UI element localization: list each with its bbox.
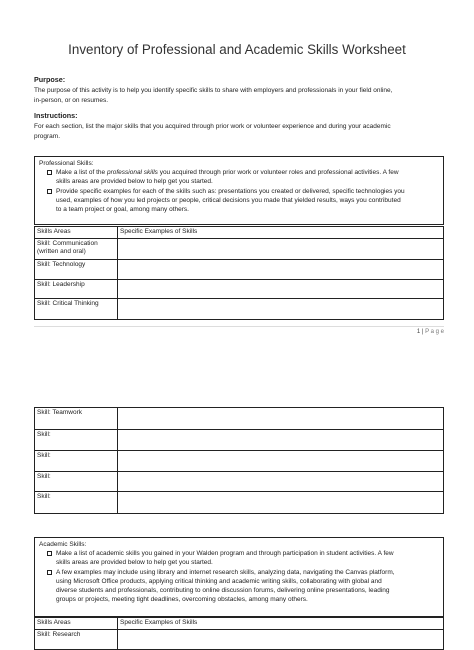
- column-header: Specific Examples of Skills: [118, 227, 444, 239]
- table-row: [35, 298, 444, 319]
- table-row: [35, 492, 444, 514]
- column-header: Skills Areas: [35, 618, 118, 630]
- skill-example-cell[interactable]: [118, 279, 444, 298]
- skill-example-cell[interactable]: [118, 238, 444, 259]
- academic-bullet-1: [47, 549, 439, 567]
- skill-example-cell[interactable]: [118, 451, 444, 472]
- continued-skills-table: [34, 407, 444, 514]
- table-row: [35, 472, 444, 492]
- skill-area-cell: Skill: Leadership: [35, 279, 118, 298]
- table-row: [35, 259, 444, 279]
- bullet-text: Make a list of the: [56, 169, 107, 177]
- bullet-line: skills areas are provided below to help get you started.: [56, 178, 213, 186]
- purpose-text-line: The purpose of this activity is to help you identify specific skills to share with employers and professionals in your field online,: [34, 87, 393, 94]
- table-header-row: [35, 618, 444, 630]
- table-row: [35, 629, 444, 649]
- table-row: [35, 238, 444, 259]
- page-number: [417, 329, 444, 335]
- academic-skills-box: [34, 537, 444, 617]
- checkbox-bullet-icon: [47, 170, 52, 175]
- skill-area-cell: Skill: Research: [35, 629, 118, 649]
- bullet-line: diverse students and professionals, contributing to online discussion forums, delivering online presentations, leading: [56, 587, 390, 595]
- column-header: Specific Examples of Skills: [118, 618, 444, 630]
- skill-example-cell[interactable]: [118, 259, 444, 279]
- bullet-line: Provide specific examples for each of the skills such as: presentations you created or delivered, specific technologies you: [56, 187, 405, 195]
- column-header: Skills Areas: [35, 227, 118, 239]
- table-row: [35, 451, 444, 472]
- instructions-heading: Instructions:: [34, 111, 78, 120]
- checkbox-bullet-icon: [47, 189, 52, 194]
- skill-area-cell: Skill:: [35, 430, 118, 451]
- instructions-text: [34, 122, 444, 142]
- bullet-line: A few examples may include using library and internet research skills, analyzing data, navigating the Canvas platform,: [56, 568, 395, 576]
- skill-area-cell: Skill: Technology: [35, 259, 118, 279]
- skill-example-cell[interactable]: [118, 472, 444, 492]
- bullet-emphasis: professional skills: [106, 169, 158, 177]
- page-label: P a g e: [425, 329, 444, 335]
- page-number-value: 1: [416, 329, 421, 335]
- bullet-line: to a team project or goal, among many others.: [56, 206, 189, 214]
- skill-area-cell: Skill:: [35, 472, 118, 492]
- bullet-text: you acquired through prior work or volunteer roles and professional activities. A few: [157, 169, 399, 177]
- academic-skills-heading: Academic Skills:: [39, 541, 87, 548]
- skill-example-cell[interactable]: [118, 629, 444, 649]
- skill-example-cell[interactable]: [118, 430, 444, 451]
- instructions-text-line: For each section, list the major skills that you acquired through prior work or volunteer experience and during your academic: [34, 123, 391, 130]
- page-title: Inventory of Professional and Academic Skills Worksheet: [68, 42, 406, 57]
- bullet-line: [56, 168, 399, 177]
- academic-table-clip: [34, 617, 444, 638]
- professional-bullet-1: [47, 168, 439, 186]
- professional-skills-heading: Professional Skills:: [39, 160, 94, 167]
- bullet-line: used, examples of how you led projects or people, critical decisions you made that yielded results, ways you contributed: [56, 196, 401, 204]
- table-row: [35, 279, 444, 298]
- purpose-heading: Purpose:: [34, 75, 66, 84]
- bullet-line: Make a list of academic skills you gained in your Walden program and through participation in student activities. A few: [56, 550, 394, 558]
- professional-bullet-2: [47, 187, 439, 215]
- instructions-text-line: program.: [34, 132, 61, 140]
- skill-example-cell[interactable]: [118, 408, 444, 430]
- purpose-text-line: in-person, or on resumes.: [34, 96, 109, 104]
- footer-divider: [34, 326, 444, 327]
- table-row: [35, 430, 444, 451]
- checkbox-bullet-icon: [47, 570, 52, 575]
- professional-skills-box: [34, 156, 444, 225]
- bullet-line: skills areas are provided below to help get you started.: [56, 559, 213, 567]
- table-row: [35, 408, 444, 430]
- academic-skills-table: [34, 617, 444, 650]
- table-header-row: [35, 227, 444, 239]
- skill-example-cell[interactable]: [118, 492, 444, 514]
- skill-area-cell: Skill: Critical Thinking: [35, 298, 118, 319]
- checkbox-bullet-icon: [47, 551, 52, 556]
- purpose-text: [34, 86, 444, 106]
- skill-area-cell: Skill: Communication (written and oral): [35, 238, 118, 259]
- skill-example-cell[interactable]: [118, 298, 444, 319]
- skill-area-cell: Skill:: [35, 451, 118, 472]
- professional-skills-table: [34, 226, 444, 320]
- skill-area-cell: Skill:: [35, 492, 118, 514]
- academic-bullet-2: [47, 568, 439, 605]
- page-number-separator: |: [420, 329, 426, 335]
- bullet-line: using Microsoft Office products, applying critical thinking and academic writing skills, collaborating with global and: [56, 577, 382, 585]
- skill-area-cell: Skill: Teamwork: [35, 408, 118, 430]
- bullet-line: groups or projects, meeting tight deadlines, overcoming obstacles, among many others.: [56, 596, 308, 604]
